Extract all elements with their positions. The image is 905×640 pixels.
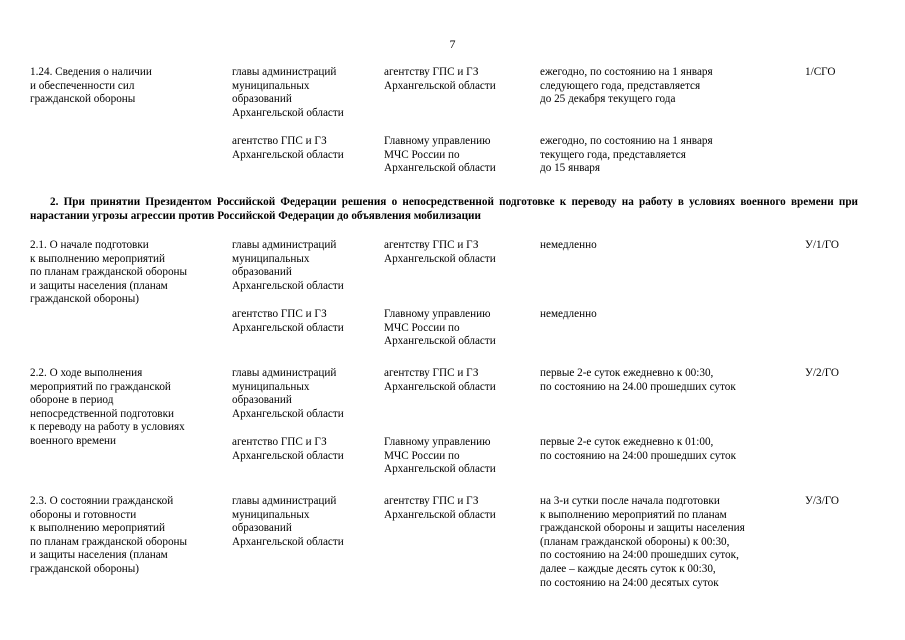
sender: главы администраций муниципальных образований Архангельской области [232, 367, 344, 420]
recipient: агентству ГПС и ГЗ Архангельской области [384, 367, 496, 393]
deadline: ежегодно, по состоянию на 1 января текущего года, представляется до 15 января [540, 135, 713, 175]
report-code: У/1/ГО [805, 239, 839, 251]
report-code: 1/СГО [805, 66, 836, 78]
deadline: немедленно [540, 308, 597, 320]
recipient: Главному управлению МЧС России по Архангельской области [384, 308, 496, 348]
item-title: 2.3. О состоянии гражданской обороны и готовности к выполнению мероприятий по планам гражданской обороны и защиты населения (планам гражданской обороны) [30, 495, 188, 575]
deadline: первые 2-е суток ежедневно к 01:00, по состоянию на 24:00 прошедших суток [540, 436, 737, 462]
deadline: ежегодно, по состоянию на 1 января следующего года, представляется до 25 декабря текущего года [540, 66, 713, 106]
report-code: У/2/ГО [805, 367, 839, 379]
sender: главы администраций муниципальных образований Архангельской области [232, 239, 344, 292]
recipient: Главному управлению МЧС России по Архангельской области [384, 135, 496, 175]
sender: агентство ГПС и ГЗ Архангельской области [232, 436, 344, 462]
sender: агентство ГПС и ГЗ Архангельской области [232, 308, 344, 334]
item-title: 2.1. О начале подготовки к выполнению мероприятий по планам гражданской обороны и защиты населения (планам гражданской обороны) [30, 239, 188, 306]
page-number: 7 [449, 37, 456, 51]
recipient: агентству ГПС и ГЗ Архангельской области [384, 66, 496, 92]
deadline: первые 2-е суток ежедневно к 00:30, по состоянию на 24.00 прошедших суток [540, 367, 736, 393]
report-code: У/3/ГО [805, 495, 839, 507]
deadline: немедленно [540, 239, 597, 251]
item-title: 1.24. Сведения о наличии и обеспеченности сил гражданской обороны [30, 66, 152, 106]
recipient: агентству ГПС и ГЗ Архангельской области [384, 495, 496, 521]
recipient: агентству ГПС и ГЗ Архангельской области [384, 239, 496, 265]
sender: главы администраций муниципальных образований Архангельской области [232, 66, 344, 119]
deadline: на 3-и сутки после начала подготовки к выполнению мероприятий по планам гражданской обороны и защиты населения (планам гражданской обороны) к 00:30, по состоянию на 24:00 прошедших суток, далее – каждые десять суток к 00:30, по состоянию на 24:00 десятых суток [540, 495, 745, 589]
sender: главы администраций муниципальных образований Архангельской области [232, 495, 344, 548]
sender: агентство ГПС и ГЗ Архангельской области [232, 135, 344, 161]
recipient: Главному управлению МЧС России по Архангельской области [384, 436, 496, 476]
item-title: 2.2. О ходе выполнения мероприятий по гражданской обороне в период непосредственной подготовки к переводу на работу в условиях военного времени [30, 367, 185, 447]
section-heading: 2. При принятии Президентом Российской Федерации решения о непосредственной подготовке к переводу на работу в условиях военного времени при нарастании угрозы агрессии против Российской Федерации до объявления мобилизации [30, 196, 858, 222]
